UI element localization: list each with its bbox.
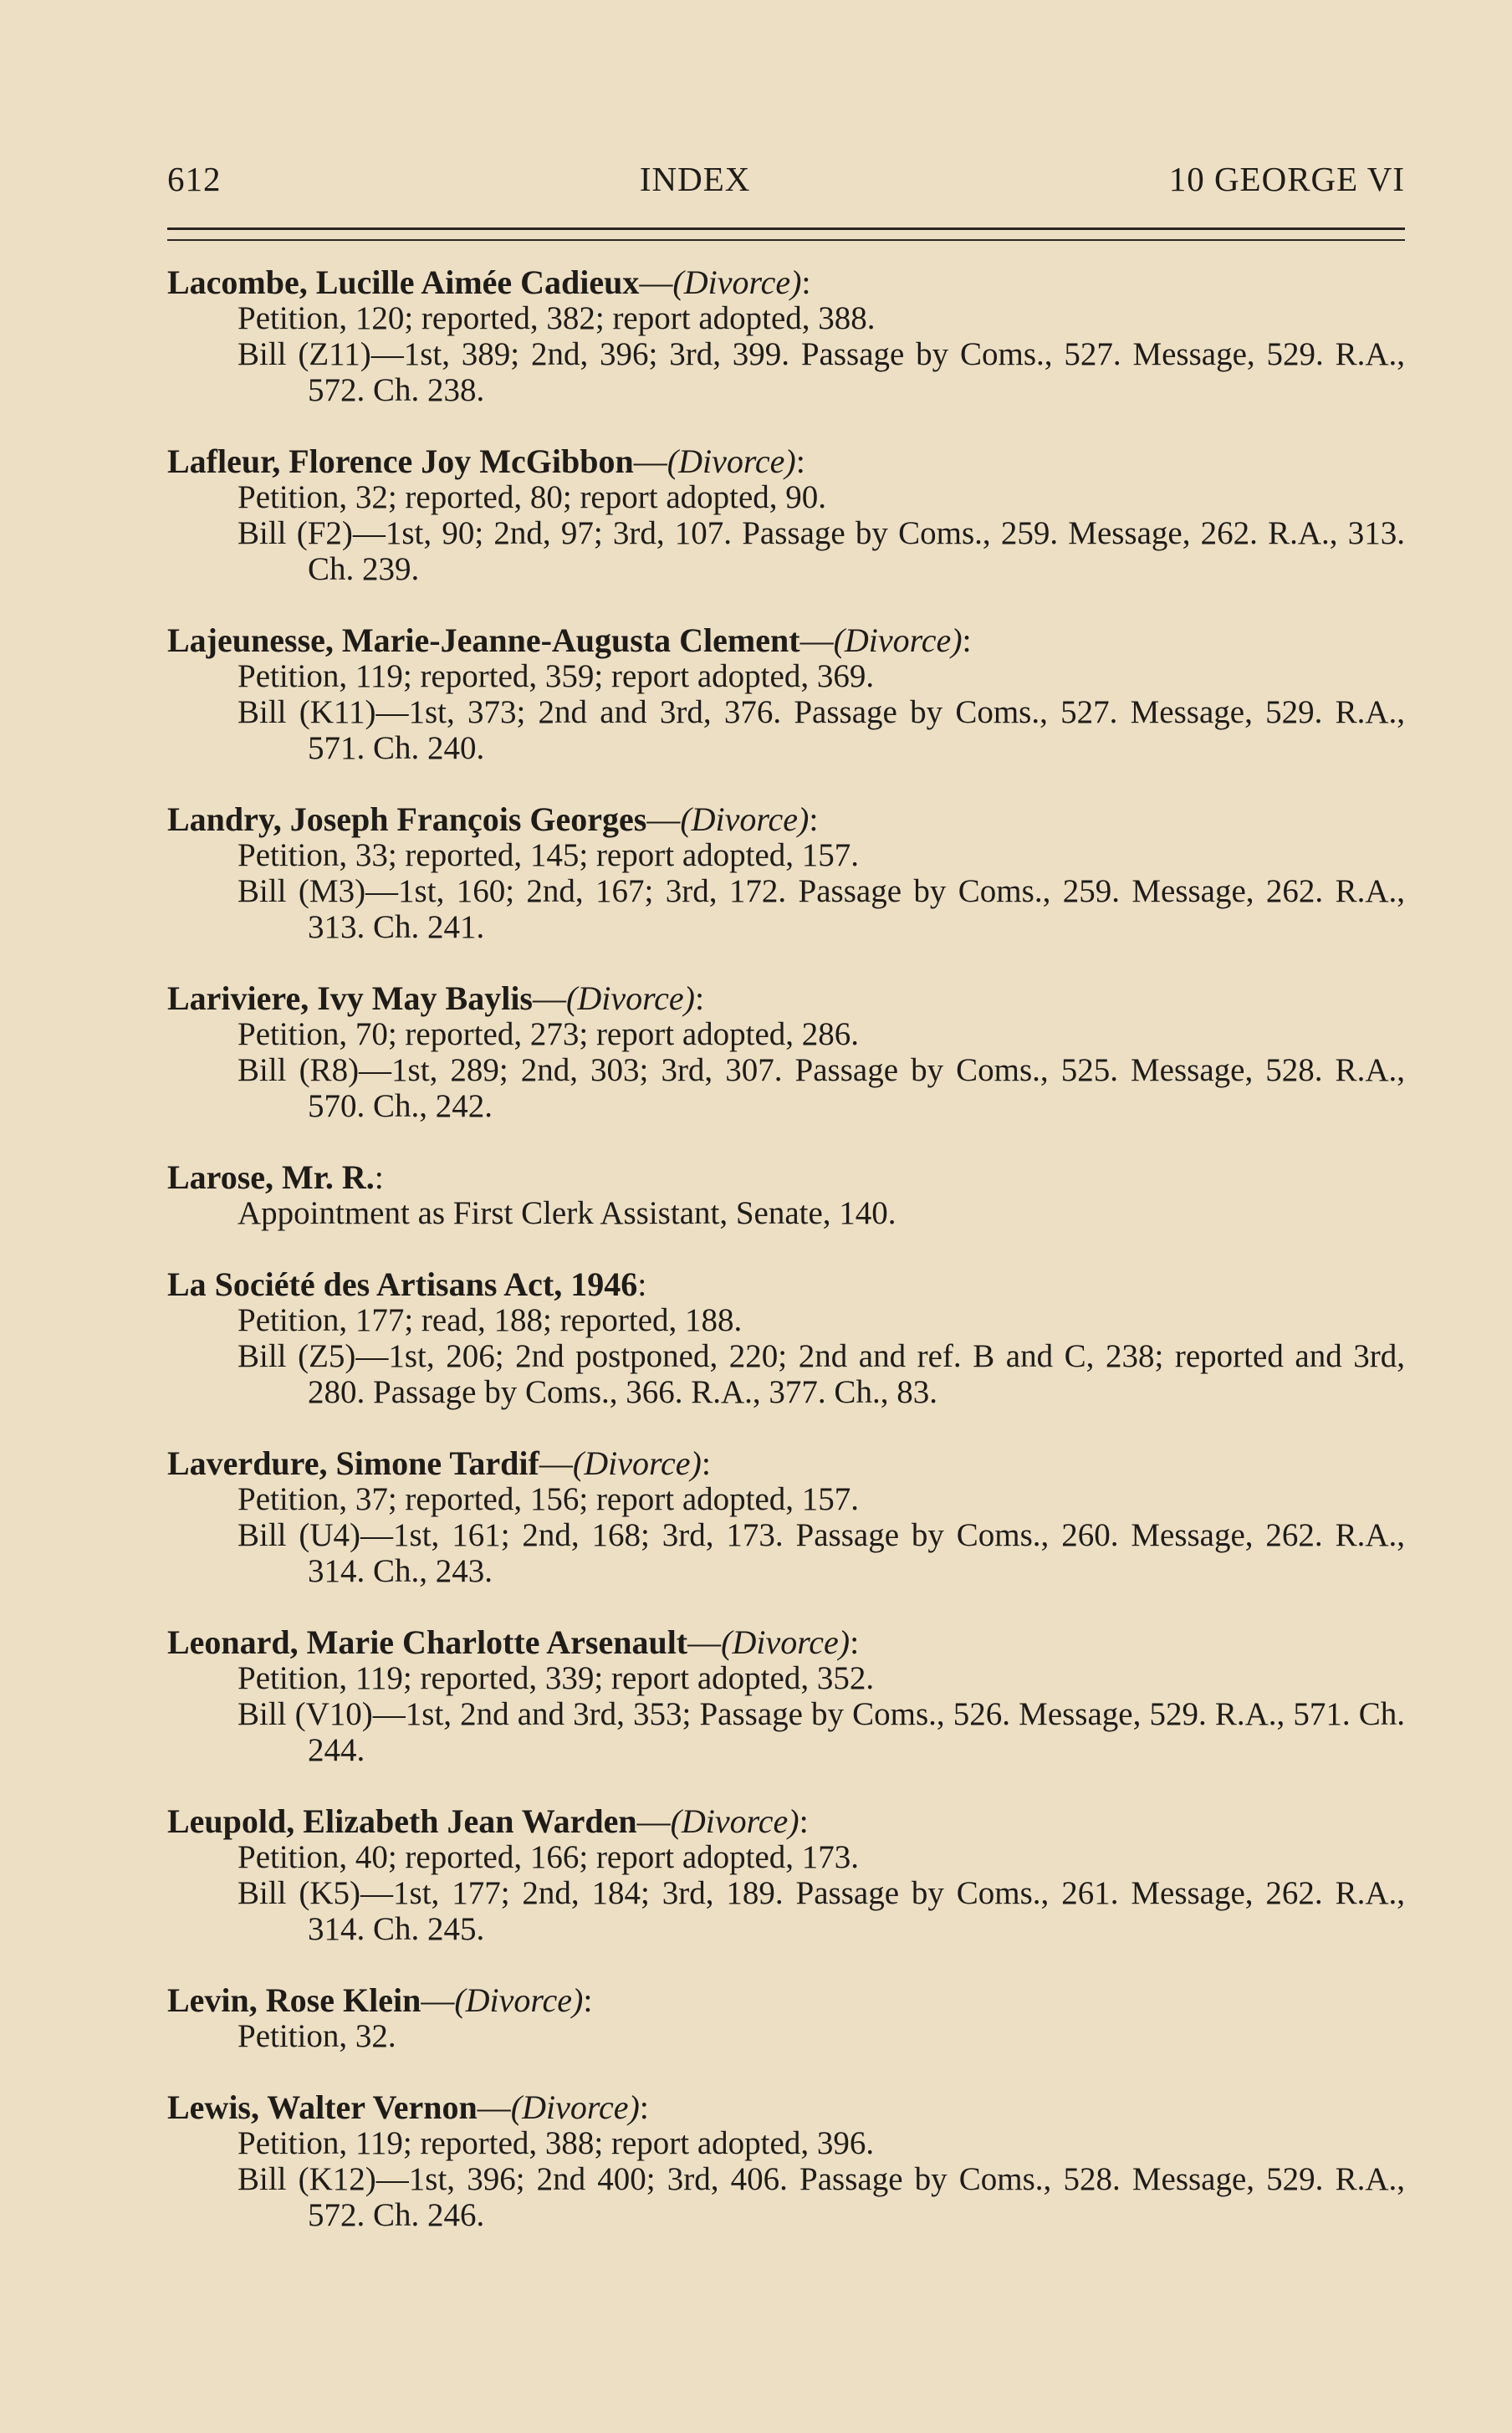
heading-colon: : [694,979,705,1017]
entry-line: Petition, 32; reported, 80; report adopted, 90. [238,479,827,515]
entry-heading [167,1982,1405,2018]
index-entry [167,801,1405,945]
entry-suffix: (Divorce) [566,979,695,1017]
entry-heading [167,1159,1405,1195]
index-entry [167,1445,1405,1589]
entry-line: Appointment as First Clerk Assistant, Senate, 140. [238,1195,896,1231]
index-entry [167,1159,1405,1231]
entry-suffix: (Divorce) [680,800,810,838]
page-number: 612 [167,160,222,198]
entry-name: Larose, Mr. R. [167,1158,375,1196]
entry-line: Bill (M3)—1st, 160; 2nd, 167; 3rd, 172. Passage by Coms., 259. Message, 262. R.A., 313. Ch. 241. [238,873,1405,945]
index-entry [167,1624,1405,1768]
entry-name: Leonard, Marie Charlotte Arsenault [167,1623,688,1661]
entry-line: Bill (Z5)—1st, 206; 2nd postponed, 220; 2nd and ref. B and C, 238; reported and 3rd, 280. Passage by Coms., 366. R.A., 377. Ch., 83. [238,1338,1405,1410]
page-title: INDEX [639,160,751,198]
entry-line: Petition, 70; reported, 273; report adopted, 286. [238,1016,860,1052]
entry-heading [167,622,1405,658]
entry-line: Bill (F2)—1st, 90; 2nd, 97; 3rd, 107. Passage by Coms., 259. Message, 262. R.A., 313. Ch. 239. [238,515,1405,587]
index-entry [167,443,1405,587]
heading-colon: : [374,1158,384,1196]
index-entry [167,1982,1405,2054]
entry-heading [167,1803,1405,1839]
entry-heading [167,1445,1405,1481]
index-entries [167,264,1405,2268]
em-dash: — [639,263,673,301]
entry-suffix: (Divorce) [721,1623,850,1661]
entry-suffix: (Divorce) [833,621,963,659]
entry-heading [167,980,1405,1016]
entry-line: Bill (K5)—1st, 177; 2nd, 184; 3rd, 189. Passage by Coms., 261. Message, 262. R.A., 314. Ch. 245. [238,1875,1405,1947]
em-dash: — [539,1444,573,1482]
entry-name: Lafleur, Florence Joy McGibbon [167,442,634,480]
entry-name: Leupold, Elizabeth Jean Warden [167,1802,637,1840]
heading-colon: : [809,800,819,838]
entry-suffix: (Divorce) [454,1981,584,2019]
entry-line: Petition, 177; read, 188; reported, 188. [238,1302,743,1338]
entry-name: La Société des Artisans Act, 1946 [167,1265,638,1303]
heading-colon: : [639,2088,649,2126]
heading-colon: : [801,263,811,301]
entry-heading [167,443,1405,479]
entry-line: Petition, 119; reported, 339; report adopted, 352. [238,1660,875,1696]
entry-line: Petition, 119; reported, 388; report adopted, 396. [238,2125,875,2161]
index-entry [167,1803,1405,1947]
index-entry [167,1266,1405,1410]
entry-line: Petition, 40; reported, 166; report adopted, 173. [238,1839,860,1875]
em-dash: — [636,1802,671,1840]
entry-heading [167,264,1405,300]
entry-line: Bill (R8)—1st, 289; 2nd, 303; 3rd, 307. Passage by Coms., 525. Message, 528. R.A., 570. Ch., 242. [238,1052,1405,1124]
regnal-year: 10 GEORGE VI [1168,160,1405,198]
entry-suffix: (Divorce) [510,2088,640,2126]
entry-name: Lariviere, Ivy May Baylis [167,979,533,1017]
entry-suffix: (Divorce) [667,442,796,480]
em-dash: — [633,442,667,480]
entry-suffix: (Divorce) [670,1802,799,1840]
em-dash: — [421,1981,455,2019]
entry-name: Lacombe, Lucille Aimée Cadieux [167,263,640,301]
heading-colon: : [850,1623,860,1661]
running-head [167,159,1405,199]
entry-line: Bill (U4)—1st, 161; 2nd, 168; 3rd, 173. Passage by Coms., 260. Message, 262. R.A., 314. Ch., 243. [238,1517,1405,1589]
entry-line: Petition, 120; reported, 382; report adopted, 388. [238,300,876,336]
heading-colon: : [795,442,805,480]
heading-colon: : [962,621,972,659]
entry-heading [167,1266,1405,1302]
entry-line: Bill (Z11)—1st, 389; 2nd, 396; 3rd, 399. Passage by Coms., 527. Message, 529. R.A., 572. Ch. 238. [238,336,1405,408]
entry-suffix: (Divorce) [672,263,802,301]
index-entry [167,2089,1405,2233]
entry-line: Bill (K11)—1st, 373; 2nd and 3rd, 376. Passage by Coms., 527. Message, 529. R.A., 571. Ch. 240. [238,694,1405,766]
entry-name: Levin, Rose Klein [167,1981,421,2019]
header-double-rule [167,227,1405,241]
entry-name: Landry, Joseph François Georges [167,800,647,838]
entry-heading [167,2089,1405,2125]
entry-name: Lewis, Walter Vernon [167,2088,478,2126]
em-dash: — [799,621,834,659]
em-dash: — [646,800,681,838]
index-entry [167,622,1405,766]
heading-colon: : [637,1265,647,1303]
entry-line: Petition, 32. [238,2018,396,2054]
entry-line: Petition, 37; reported, 156; report adopted, 157. [238,1481,860,1517]
entry-line: Bill (K12)—1st, 396; 2nd 400; 3rd, 406. Passage by Coms., 528. Message, 529. R.A., 572. Ch. 246. [238,2161,1405,2233]
entry-line: Petition, 33; reported, 145; report adopted, 157. [238,837,860,873]
entry-suffix: (Divorce) [572,1444,702,1482]
entry-name: Lajeunesse, Marie-Jeanne-Augusta Clement [167,621,800,659]
index-entry [167,980,1405,1124]
entry-line: Petition, 119; reported, 359; report adopted, 369. [238,658,875,694]
heading-colon: : [583,1981,593,2019]
em-dash: — [477,2088,511,2126]
index-entry [167,264,1405,408]
entry-heading [167,1624,1405,1660]
heading-colon: : [799,1802,809,1840]
entry-line: Bill (V10)—1st, 2nd and 3rd, 353; Passage by Coms., 526. Message, 529. R.A., 571. Ch. 244. [238,1696,1405,1768]
em-dash: — [533,979,566,1017]
em-dash: — [687,1623,722,1661]
entry-heading [167,801,1405,837]
heading-colon: : [701,1444,711,1482]
entry-name: Laverdure, Simone Tardif [167,1444,539,1482]
